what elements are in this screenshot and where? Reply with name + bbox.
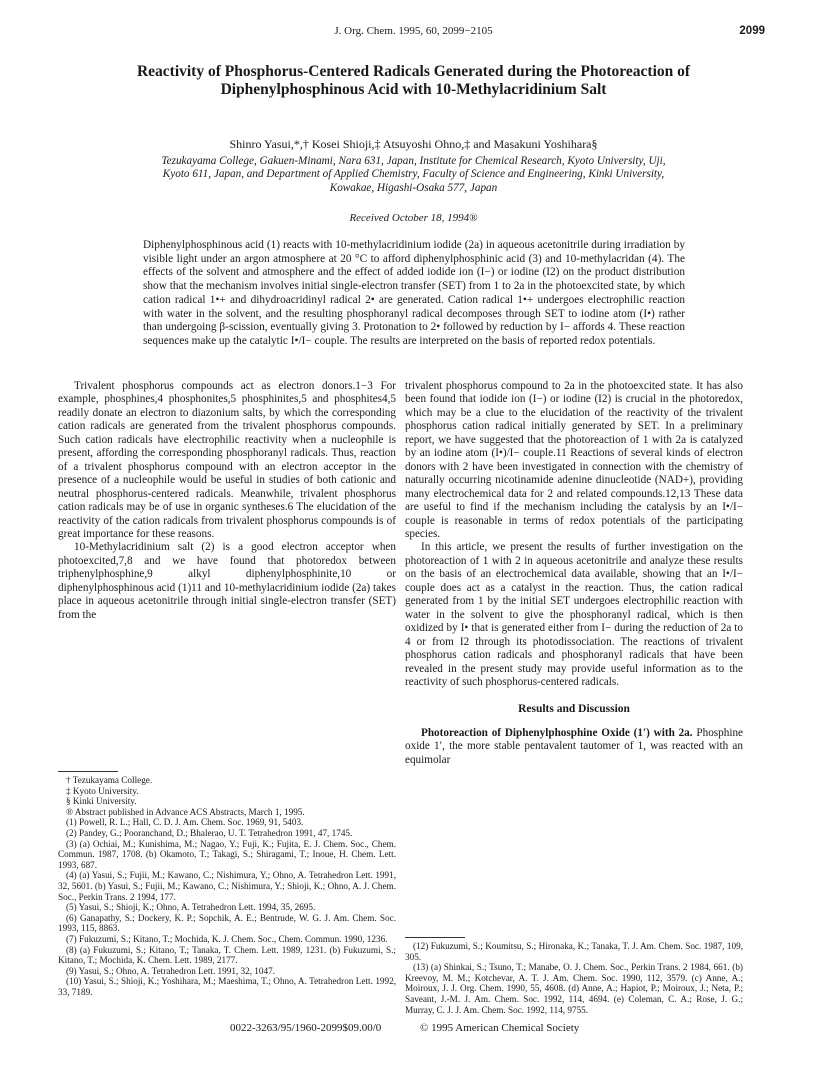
- abstract: [143, 239, 685, 349]
- page-number: 2099: [739, 25, 765, 37]
- footnote: (7) Fukuzumi, S.; Kitano, T.; Mochida, K. J. Chem. Soc., Chem. Commun. 1990, 1236.: [66, 933, 388, 944]
- section-heading: Results and Discussion: [518, 703, 630, 716]
- article-code: 0022-3263/95/1960-2099$09.00/0: [230, 1022, 382, 1034]
- subsection-text: Phosphine oxide 1′, the more stable pentavalent tautomer of 1, was reacted with an equimolar: [405, 726, 744, 766]
- right-column: [405, 380, 743, 767]
- footnote: (9) Yasui, S.; Ohno, A. Tetrahedron Lett. 1991, 32, 1047.: [66, 965, 275, 976]
- footnote: (1) Powell, R. L.; Hall, C. D. J. Am. Chem. Soc. 1969, 91, 5403.: [66, 817, 304, 828]
- body-paragraph: Trivalent phosphorus compounds act as electron donors.1−3 For example, phosphines,4 phosphonites,5 phosphinites,5 and phosphites4,5 readily donate an electron to diazonium salts, by which the corresponding cation radicals are generated from the trivalent phosphorus compounds. Such cation radicals have electrophilic reactivity when a nucleophile is present, affording the corresponding phosphoranyl radicals. Thus, reaction of a trivalent phosphorus compound with an electron acceptor in the presence of a nucleophile would be useful in studies of both cationic and neutral phosphorus-centered radicals. Meanwhile, trivalent phosphorus cation radicals may be of use in organic syntheses.6 The elucidation of the reactivity of the cation radicals from trivalent phosphorus compounds is of great importance for these reasons.: [58, 380, 396, 540]
- footnote: (2) Pandey, G.; Pooranchand, D.; Bhalerao, U. T. Tetrahedron 1991, 47, 1745.: [66, 827, 353, 838]
- footnote: † Tezukayama College.: [66, 775, 153, 785]
- footnote: (4) (a) Yasui, S.; Fujii, M.; Kawano, C.; Nishimura, Y.; Ohno, A. Tetrahedron Lett. 1991, 32, 5601. (b) Yasui, S.; Fujii, M.; Kawano, C.; Nishimura, Y.; Shioji, K.; Ohno, A. J. Chem. Soc., Perkin Trans. 2 1994, 177.: [58, 870, 396, 902]
- footnote: (3) (a) Ochiai, M.; Kunishima, M.; Nagao, Y.; Fuji, K.; Fujita, E. J. Chem. Soc., Chem. Commun. 1987, 1708. (b) Okamoto, T.; Takagi, S.; Shiragami, T.; Inoue, H. Chem. Lett. 1993, 687.: [58, 838, 396, 870]
- footnote: (12) Fukuzumi, S.; Koumitsu, S.; Hironaka, K.; Tanaka, T. J. Am. Chem. Soc. 1987, 109, 305.: [405, 941, 743, 962]
- footnote: (10) Yasui, S.; Shioji, K.; Yoshihara, M.; Maeshima, T.; Ohno, A. Tetrahedron Lett. 1992, 33, 7189.: [58, 976, 396, 997]
- footnote: (13) (a) Shinkai, S.; Tsuno, T.; Manabe, O. J. Chem. Soc., Perkin Trans. 2 1984, 661. (b) Kreevoy, M. M.; Kotchevar, A. T. J. Am. Chem. Soc. 1990, 112, 3579. (c) Anne, A.; Moiroux, J. J. Org. Chem. 1990, 55, 4608. (d) Anne, A.; Hapiot, P.; Moiroux, J.; Neta, P.; Saveant, J.-M. J. Am. Chem. Soc. 1992, 114, 4694. (e) Coleman, C. A.; Rose, J. G.; Murray, C. J. J. Am. Chem. Soc. 1992, 114, 9755.: [405, 962, 743, 1015]
- right-footnotes: [405, 941, 743, 1015]
- body-paragraph: In this article, we present the results of further investigation on the photoreaction of 1 with 2 in aqueous acetonitrile and analyze these results on the basis of an electrochemical data available, showing that an I•/I− couple does act as a catalyst in the reaction. Thus, the cation radical generated from 1 by the initial SET undergoes electrophilic reaction with water in the solvent to give the phosphoranyl radical, which is then oxidized by I• that is generated either from I− during the reduction of 2a to 4 or from I2 through its photodissociation. The reactions of trivalent phosphorus cation radicals and phosphoranyl radicals that have been revealed in the present study may provide useful information as to the reactivity of such phosphorus-centered radicals.: [405, 541, 743, 688]
- abstract-text: Diphenylphosphinous acid (1) reacts with 10-methylacridinium iodide (2a) in aqueous acetonitrile during irradiation by visible light under an argon atmosphere at 20 °C to afford diphenylphosphinic acid (3) and 10-methylacridan (4). The effects of the solvent and atmosphere and the effect of added iodide ion (I−) or iodine (I2) on the product distribution show that the mechanism involves initial single-electron transfer (SET) from 1 to 2a in the photoexcited state, by which cation radical 1•+ and dihydroacridinyl radical 2• are generated. Cation radical 1•+ undergoes electrophilic reaction with water in the solvent, and the resulting phosphoranyl radical decomposes through SET to iodine atom (I•) rather than undergoing β-scission, eventually giving 3. Protonation to 2• followed by reduction by I− affords 4. These reaction sequences make up the catalytic I•/I− couple. The results are interpreted on the basis of reported redox potentials.: [143, 239, 685, 347]
- body-paragraph: trivalent phosphorus compound to 2a in the photoexcited state. It has also been found that iodide ion (I−) or iodine (I2) is crucial in the photoredox, which may be a clue to the elucidation of the reactivity of the trivalent phosphorus cation radical initially generated by SET. In a preliminary report, we have suggested that the photoreaction of 1 with 2a is catalyzed by an iodine atom (I•)/I− couple.11 Reactions of several kinds of electron donors with 2 have been investigated in connection with the chemistry of naturally occurring nicotinamide adenine dinucleotide (NAD+), providing many electrochemical data for 2 and related compounds.12,13 These data are useful to find if the mechanism including the catalysis by an I•/I− couple is reasonable in terms of redox potentials of the participating species.: [405, 380, 743, 540]
- running-head: [0, 25, 827, 41]
- left-footnotes: [58, 775, 396, 997]
- footnote: ‡ Kyoto University.: [66, 785, 139, 796]
- subsection-paragraph: [405, 727, 743, 767]
- footnote: (5) Yasui, S.; Shioji, K.; Ohno, A. Tetrahedron Lett. 1994, 35, 2695.: [66, 902, 316, 913]
- running-head-journal: J. Org. Chem. 1995, 60, 2099−2105: [334, 25, 493, 37]
- received-date: Received October 18, 1994®: [349, 212, 478, 224]
- footnote-rule: [405, 937, 465, 938]
- copyright: © 1995 American Chemical Society: [420, 1022, 580, 1034]
- footnote-rule: [58, 771, 118, 772]
- body-paragraph: 10-Methylacridinium salt (2) is a good electron acceptor when photoexcited,7,8 and we have found that photoredox between triphenylphosphine,9 alkyl diphenylphosphinite,10 or diphenylphosphinous acid (1)11 and 10-methylacridinium iodide (2a) takes place in aqueous acetonitrile through initial single-electron transfer (SET) from the: [58, 541, 396, 621]
- footnote: (6) Ganapathy, S.; Dockery, K. P.; Sopchik, A. E.; Bentrude, W. G. J. Am. Chem. Soc. 1993, 115, 8863.: [58, 912, 396, 934]
- subsection-heading: Photoreaction of Diphenylphosphine Oxide (1′) with 2a.: [421, 726, 693, 739]
- left-column: [58, 380, 396, 622]
- author-list: Shinro Yasui,*,† Kosei Shioji,‡ Atsuyoshi Ohno,‡ and Masakuni Yoshihara§: [229, 137, 598, 151]
- affiliations: Tezukayama College, Gakuen-Minami, Nara 631, Japan, Institute for Chemical Research, Kyoto University, Uji, Kyoto 611, Japan, and Department of Applied Chemistry, Faculty of Science and Engineering, Kinki University, Kowakae, Higashi-Osaka 577, Japan: [161, 155, 666, 194]
- footnote: ® Abstract published in Advance ACS Abstracts, March 1, 1995.: [66, 806, 305, 817]
- article-title: Reactivity of Phosphorus-Centered Radicals Generated during the Photoreaction of Diphenylphosphinous Acid with 10-Methylacridinium Salt: [136, 63, 691, 98]
- footnote: § Kinki University.: [66, 796, 137, 807]
- footnote: (8) (a) Fukuzumi, S.; Kitano, T.; Tanaka, T. Chem. Lett. 1989, 1231. (b) Fukuzumi, S.; Kitano, T.; Mochida, K. Chem. Lett. 1989, 2177.: [58, 944, 396, 966]
